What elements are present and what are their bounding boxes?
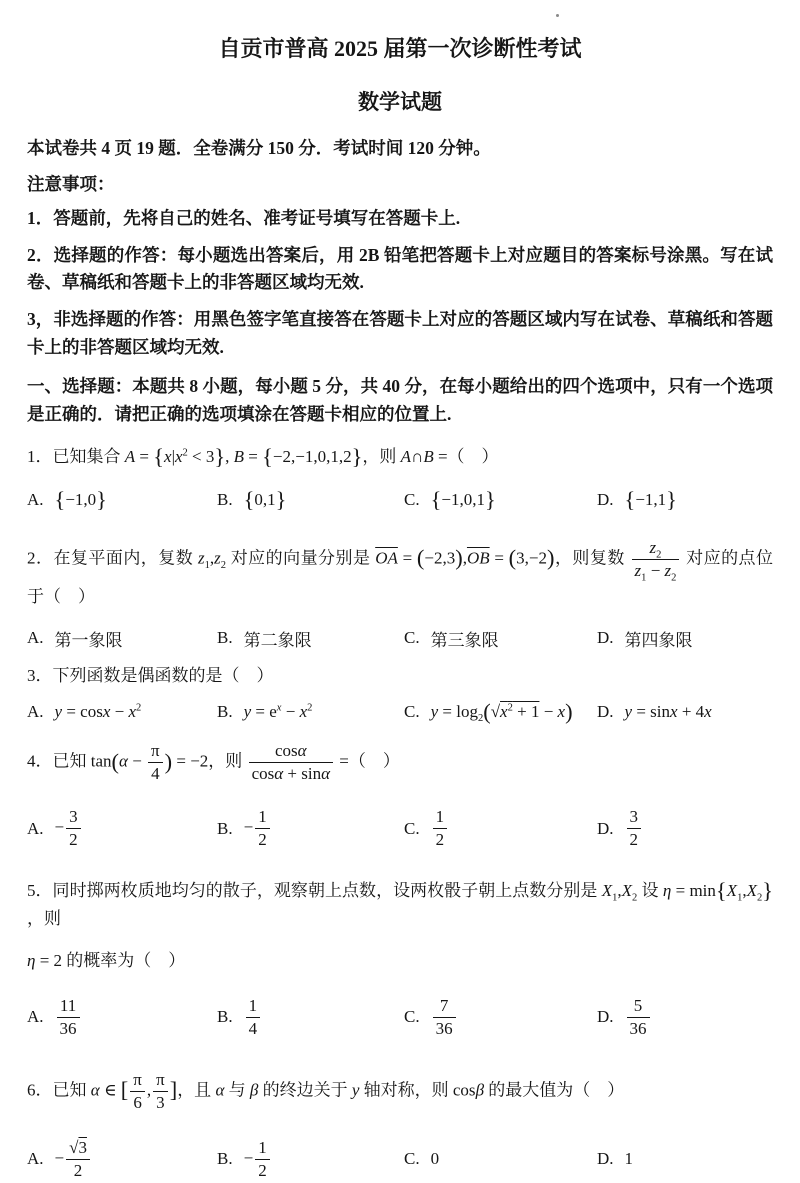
question-2 [27,536,773,651]
question-3-option-b [217,702,404,722]
option-value: 第四象限 [624,630,693,650]
option-value: $y = e^x - x^2$ [243,702,313,722]
option-value: − $\frac{1}{2}$ [244,1136,272,1183]
option-label: D. [597,1007,614,1027]
question-1-option-d [597,489,773,511]
option-label: A. [27,1007,44,1027]
option-value: {−1,0} [54,487,107,513]
question-3 [27,662,773,723]
option-label: A. [27,818,44,838]
question-6-option-a [27,1136,217,1183]
question-6-options [27,1136,773,1183]
question-5-stem-line-2: η = 2 的概率为（ ） [27,950,186,970]
question-4-option-d [597,805,773,852]
exam-title: 自贡市普高 2025 届第一次诊断性考试 [218,36,582,61]
option-value: 第二象限 [243,630,312,650]
option-value: $\frac{1}{4}$ [244,994,263,1041]
option-label: D. [597,818,614,838]
question-4-option-c [404,805,597,852]
question-1-stem: 1．已知集合 $A = \{x|x^2 < 3\}$, B = {−2,−1,0,1,2}，则 A∩B =（ ） [27,444,499,470]
option-label: D. [597,628,614,648]
question-6-option-b [217,1136,404,1183]
notice-item-3: 3，非选择题的作答：用黑色签字笔直接答在答题卡上对应的答题区域内写在试卷、草稿纸和答题卡上的非答题区域均无效. [27,308,773,357]
option-label: A. [27,490,44,510]
question-2-option-c [404,626,597,651]
question-3-stem: 3．下列函数是偶函数的是（ ） [27,665,274,685]
option-value: {0,1} [243,487,287,513]
question-5-option-d [597,994,773,1041]
option-label: B. [217,818,233,838]
exam-info: 本试卷共 4 页 19 题．全卷满分 150 分．考试时间 120 分钟。 [27,138,491,158]
question-3-options [27,698,773,725]
option-label: A. [27,628,44,648]
question-3-option-d [597,702,773,722]
option-label: C. [404,702,420,722]
option-label: A. [27,1149,44,1169]
question-6-option-c [404,1149,597,1169]
option-value: − $\frac{3}{2}$ [55,805,83,852]
option-label: B. [217,628,233,648]
question-1-option-a [27,489,217,511]
question-4 [27,739,773,852]
question-2-option-a [27,626,217,651]
question-6-option-d [597,1149,773,1169]
option-value: $\frac{5}{36}$ [625,994,652,1041]
question-6 [27,1068,773,1183]
option-value: − $\frac{1}{2}$ [244,805,272,852]
option-value: $y = \cos x - x^2$ [54,702,142,722]
option-value: 0 [430,1149,440,1169]
option-label: B. [217,490,233,510]
notice-item-1: 1．答题前，先将自己的姓名、准考证号填写在答题卡上. [27,208,461,228]
question-4-option-a [27,805,217,852]
option-value: $\frac{1}{2}$ [431,805,450,852]
option-label: B. [217,1007,233,1027]
notice-heading: 注意事项： [27,174,115,194]
question-1-option-b [217,489,404,511]
option-label: C. [404,1007,420,1027]
question-1 [27,443,773,511]
option-label: C. [404,628,420,648]
option-label: B. [217,1149,233,1169]
option-label: D. [597,490,614,510]
option-value: 1 [624,1149,634,1169]
exam-subtitle: 数学试题 [358,90,442,114]
option-value: y = sinx + 4x [624,702,712,722]
option-label: C. [404,490,420,510]
option-label: C. [404,818,420,838]
question-3-option-c [404,698,597,725]
question-5 [27,877,773,1041]
question-1-options [27,489,773,511]
option-label: B. [217,702,233,722]
question-2-stem: 2．在复平面内，复数 $z_1,z_2$ 对应的向量分别是 $\overline{OA} = (-2,3),\overline{OB} = (3,-2)$，则复数 $\frac{z_2}{z_1 - z_2}$ 对应的点位于（ ） [27,537,774,606]
question-5-option-b [217,994,404,1041]
question-2-option-b [217,626,404,651]
question-4-stem: 4．已知 tan(α − $\frac{\pi}{4}$ ) = −2，则 $\frac{\cos\alpha}{\cos\alpha + \sin\alpha}$ =（ ） [27,741,400,784]
question-3-option-a [27,702,217,722]
option-value: $\frac{11}{36}$ [55,994,82,1041]
option-value: $y = \log_2(√x^2 + 1 - x)$ [430,698,573,725]
question-4-option-b [217,805,404,852]
option-value: $\frac{7}{36}$ [431,994,458,1041]
option-label: D. [597,702,614,722]
option-value: {−1,0,1} [430,487,496,513]
question-5-option-a [27,994,217,1041]
option-value: − $\frac{√3}{2}$ [55,1136,92,1183]
question-5-options [27,994,773,1041]
option-value: 第三象限 [430,630,499,650]
question-4-options [27,805,773,852]
question-6-stem: 6．已知 α ∈ [ $\frac{\pi}{6}$ , $\frac{\pi}{3}$ ]，且 α 与 β 的终边关于 y 轴对称，则 cosβ 的最大值为（ ） [27,1069,625,1112]
scan-speck [556,14,559,17]
option-label: A. [27,702,44,722]
question-2-option-d [597,626,773,651]
question-1-option-c [404,489,597,511]
question-2-options [27,626,773,651]
option-label: C. [404,1149,420,1169]
section-1-heading: 一、选择题：本题共 8 小题，每小题 5 分，共 40 分，在每小题给出的四个选项中，只有一个选项是正确的．请把正确的选项填涂在答题卡相应的位置上. [27,376,773,425]
question-5-stem: 5．同时掷两枚质地均匀的散子，观察朝上点数，设两枚骰子朝上点数分别是 $X_1,X_2$ 设 $\eta = \min\{X_1,X_2\}$，则 [27,877,774,928]
option-label: D. [597,1149,614,1169]
question-5-option-c [404,994,597,1041]
notice-item-2: 2．选择题的作答：每小题选出答案后，用 2B 铅笔把答题卡上对应题目的答案标号涂黑。写在试卷、草稿纸和答题卡上的非答题区域均无效. [27,244,773,293]
option-value: {−1,1} [624,487,677,513]
option-value: 第一象限 [54,630,123,650]
option-value: $\frac{3}{2}$ [625,805,644,852]
